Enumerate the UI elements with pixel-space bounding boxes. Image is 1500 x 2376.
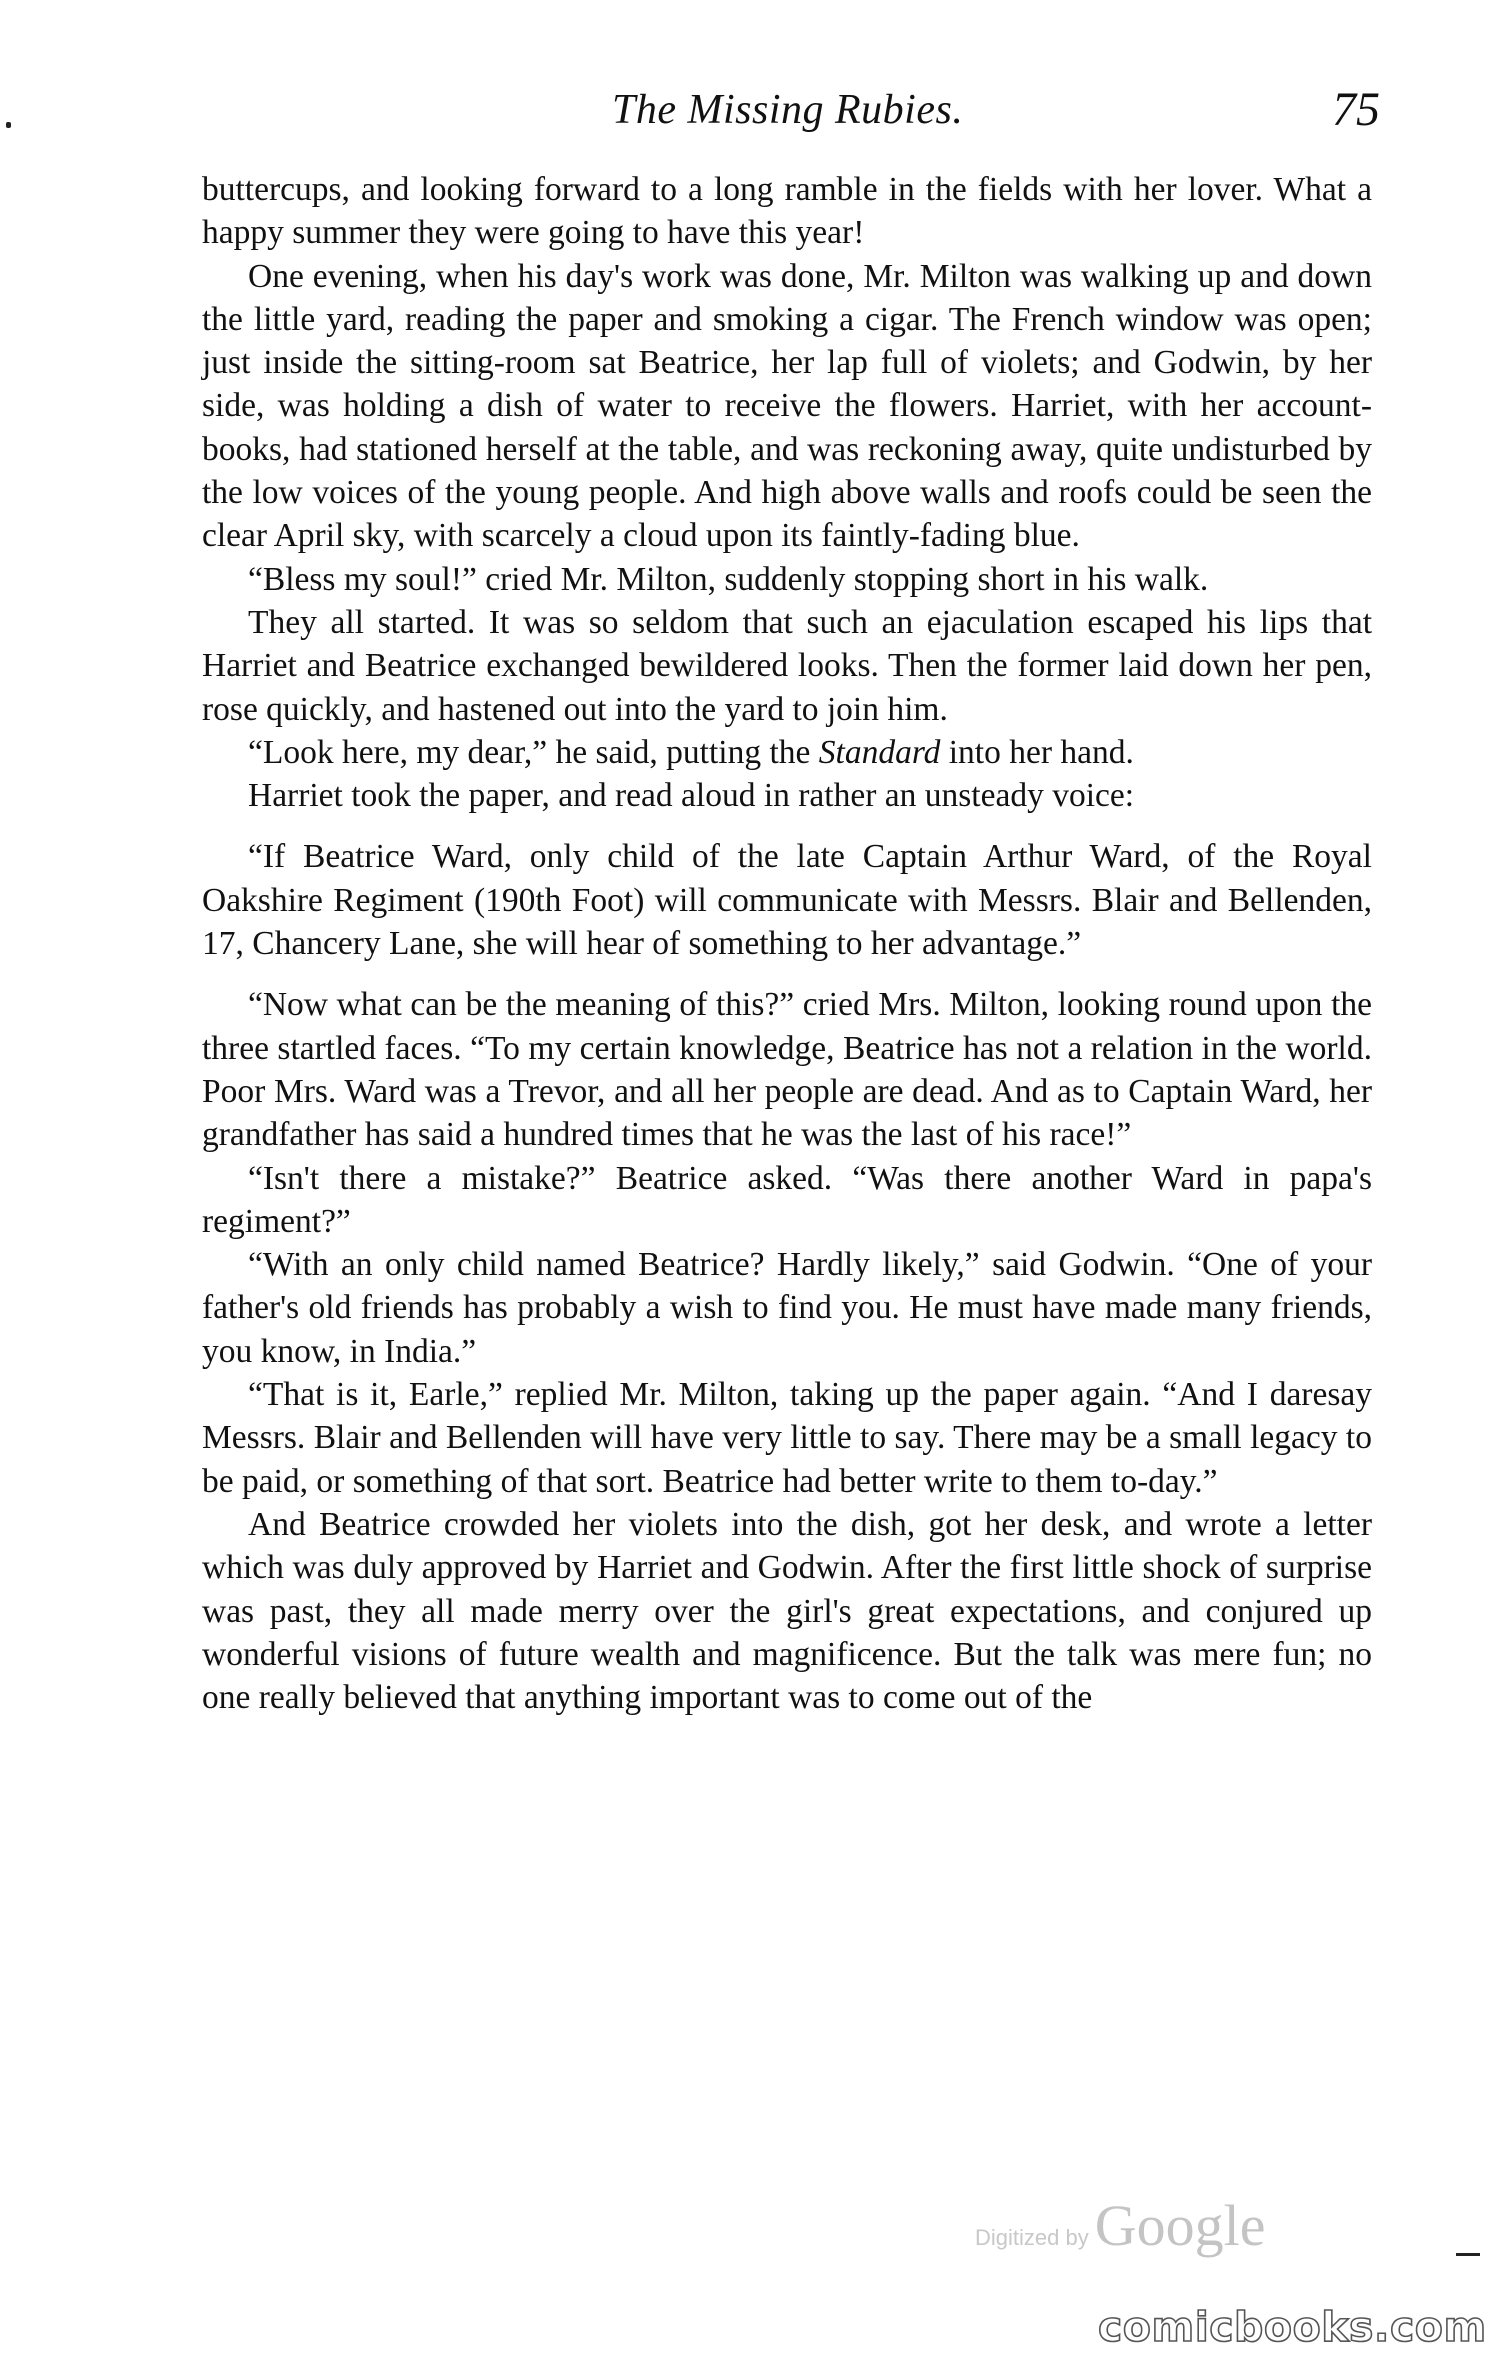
- page-header: [200, 82, 1380, 152]
- paragraph: Harriet took the paper, and read aloud in rather an unsteady voice:: [248, 777, 1135, 815]
- paragraph: And Beatrice crowded her violets into the dish, got her desk, and wrote a letter which was duly approved by Harriet and Godwin. After the first little shock of surprise was past, they all made merry over the girl's great expectations, and conjured up wonderful visions of future wealth and magnificence. But the talk was mere fun; no one really believed that anything important was to come out of the: [202, 1505, 1372, 1717]
- paragraph: “Isn't there a mistake?” Beatrice asked. “Was there another Ward in papa's regiment?”: [202, 1159, 1372, 1240]
- paragraph: “That is it, Earle,” replied Mr. Milton, taking up the paper again. “And I daresay Messrs. Blair and Bellenden will have very little to say. There may be a small legacy to be paid, or something of that sort. Beatrice had better write to them to-day.”: [202, 1376, 1372, 1500]
- digitized-by-google-mark: [975, 2192, 1265, 2259]
- edge-mark: [1456, 2253, 1480, 2256]
- paragraph: “With an only child named Beatrice? Hardly likely,” said Godwin. “One of your father's old friends has probably a wish to find you. He must have made many friends, you know, in India.”: [202, 1246, 1372, 1370]
- paragraph: [202, 731, 1372, 774]
- watermark: comicbooks.com: [1098, 2303, 1487, 2351]
- running-title: The Missing Rubies.: [612, 87, 964, 133]
- digitized-label: Digitized by: [975, 2225, 1089, 2250]
- page-number: 75: [1332, 83, 1380, 136]
- paragraph: One evening, when his day's work was done, Mr. Milton was walking up and down the little yard, reading the paper and smoking a cigar. The French window was open; just inside the sitting-room sat Beatrice, her lap full of violets; and Godwin, by her side, was holding a dish of water to receive the flowers. Harriet, with her account-books, had stationed herself at the table, and was reckoning away, quite undisturbed by the low voices of the young people. And high above walls and roofs could be seen the clear April sky, with scarcely a cloud upon its faintly-fading blue.: [202, 257, 1372, 555]
- google-logo-text: Google: [1094, 2193, 1266, 2258]
- paragraph: They all started. It was so seldom that such an ejaculation escaped his lips that Harriet and Beatrice exchanged bewildered looks. Then the former laid down her pen, rose quickly, and hastened out into the yard to join him.: [202, 603, 1372, 728]
- paragraph: buttercups, and looking forward to a long ramble in the fields with her lover. What a happy summer they were going to have this year!: [202, 171, 1372, 252]
- paragraph-text: “Look here, my dear,” he said, putting the: [248, 733, 819, 771]
- margin-speck: [6, 122, 11, 128]
- newspaper-notice: “If Beatrice Ward, only child of the late Captain Arthur Ward, of the Royal Oakshire Regiment (190th Foot) will communicate with Messrs. Blair and Bellenden, 17, Chancery Lane, she will hear of something to her advantage.”: [202, 838, 1372, 963]
- paragraph-text: into her hand.: [940, 733, 1134, 771]
- paragraph: “Bless my soul!” cried Mr. Milton, suddenly stopping short in his walk.: [248, 560, 1209, 598]
- body-text: [202, 168, 1372, 1719]
- newspaper-title: Standard: [818, 733, 941, 771]
- paragraph: “Now what can be the meaning of this?” cried Mrs. Milton, looking round upon the three startled faces. “To my certain knowledge, Beatrice has not a relation in the world. Poor Mrs. Ward was a Trevor, and all her people are dead. And as to Captain Ward, her grandfather has said a hundred times that he was the last of his race!”: [202, 986, 1372, 1154]
